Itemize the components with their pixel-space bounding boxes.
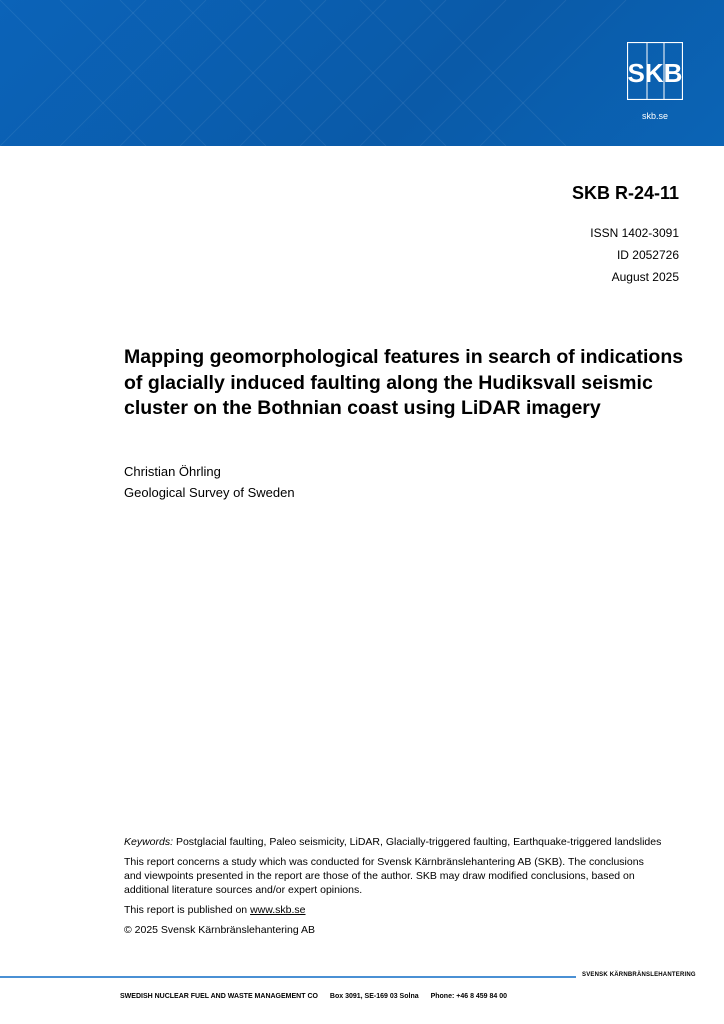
svg-text:SKB: SKB — [627, 58, 683, 88]
footer-contact — [120, 993, 517, 1000]
published-prefix: This report is published on — [124, 904, 251, 916]
document-id: ID 2052726 — [616, 248, 679, 262]
footer-brand: SVENSK KÄRNBRÄNSLEHANTERING — [582, 972, 696, 978]
footer-divider — [0, 976, 576, 978]
issn: ISSN 1402-3091 — [590, 226, 679, 240]
keywords-label: Keywords: — [124, 836, 174, 848]
logo-url: skb.se — [641, 111, 668, 121]
footer-address: Box 3091, SE-169 03 Solna — [329, 993, 419, 1000]
footer-phone: Phone: +46 8 459 84 00 — [430, 993, 508, 1000]
skb-logo — [627, 42, 683, 100]
report-number: SKB R-24-11 — [571, 183, 679, 203]
author-name: Christian Öhrling — [124, 464, 221, 479]
report-meta — [590, 222, 679, 288]
copyright: © 2025 Svensk Kärnbränslehantering AB — [124, 924, 316, 936]
publication-date: August 2025 — [611, 270, 679, 284]
header-banner — [0, 0, 724, 146]
report-notes — [124, 835, 664, 943]
skb-website-link[interactable]: www.skb.se — [250, 904, 306, 916]
keywords — [124, 835, 664, 849]
published-note — [124, 903, 664, 917]
footer-company: SWEDISH NUCLEAR FUEL AND WASTE MANAGEMENT CO — [120, 993, 318, 1000]
banner-pattern — [0, 0, 724, 146]
author-affiliation: Geological Survey of Sweden — [124, 485, 295, 500]
keywords-text: Postglacial faulting, Paleo seismicity, LiDAR, Glacially-triggered faulting, Earthquake-triggered landslides — [175, 836, 662, 848]
report-title: Mapping geomorphological features in search of indications of glacially induced faulting along the Hudiksvall seismic cluster on the Bothnian coast using LiDAR imagery — [124, 346, 684, 419]
disclaimer: This report concerns a study which was conducted for Svensk Kärnbränslehantering AB (SKB). The conclusions and viewpoints presented in the report are those of the author. SKB may draw modified conclusions, based on additional literature sources and/or expert opinions. — [124, 856, 644, 896]
author-block — [124, 461, 295, 503]
